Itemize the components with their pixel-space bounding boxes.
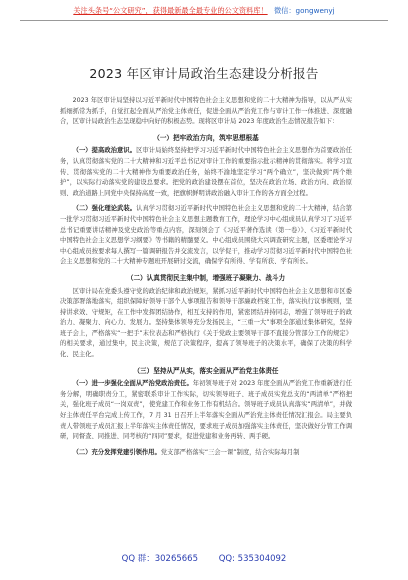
paragraph-political-awareness (60, 146, 352, 199)
paragraph-text: 党支部严格落实“三会一课”制度，结合实际每月制 (160, 448, 300, 456)
paragraph-democratic-centralism: 区审计局在党委头遵守党的政治纪律和政治规矩，紧抓习近平新时代中国特色社会主义思想和市区委决策部署落地落实，组织保障好领导干部个人事项报告和领导干部廉政档案工作，落实执行议事规则，坚持讲求效、守规矩，在工作中发挥团结协作，相互支持的作用，紧密团结并持同志，增强了领导班子的政治力、凝聚力、向心力、发展力。坚持集体领导充分发扬民主，“三重一大”事项全部通过集体研究，坚持班子会上，严格落实“一把手”末位表态和严格执行《关于党政主要领导干部不直接分管部分工作的规定》的相关要求，通过集中，民主决策，规范了决策程序，提高了领导班子的决策水平，确保了决策的科学化、民主化。 (60, 287, 352, 359)
wechat-link[interactable]: 微信：gongwenyj (273, 6, 335, 15)
paragraph-political-responsibility (60, 379, 352, 443)
paragraph-theory-study (60, 204, 352, 268)
header-divider (20, 20, 388, 21)
paragraph-lead: （二）强化理论武装。 (72, 205, 137, 213)
section-heading-2: （二）认真贯彻民主集中制，增强班子凝聚力、战斗力 (126, 273, 286, 282)
qq-number: QQ: 535304092 (218, 554, 287, 564)
promo-banner-text: 关注头条号“公文研究”，获得最新最全最专业的公文资料库！ (73, 6, 268, 15)
qq-group: QQ 群：30265665 (121, 554, 199, 564)
section-heading-1: （一）把牢政治方向，筑牢思想根基 (153, 133, 259, 142)
paragraph-text: 年初领导班子对 2023 年度全面从严治党工作重新进行任务分解，明确职责分工，紧密联系审计工作实际，切实领导班子、班子成员实党总支的“两清单”严格把关，强化班子成员“一岗双责”，使党建工作和业务工作有机结合。领导班子成员认真落实“两清单”，并做好主体责任平台完成上传工作，7 月 31 日召开上半年落实全面从严治党主体责任情况汇报会。局主要负责人带领班子成员汇报上半年落实主体责任情况，要求班子成员加强落实主体责任，坚决做好分管工作调研，同督查、同推进、同考核的“四同”要求，促进党建和业务再转、两手硬。 (60, 380, 352, 441)
paragraph-text: 认真学习贯彻习近平新时代中国特色社会主义思想和党的二十大精神，结合第一批学习贯彻习近平新时代中国特色社会主义思想主题教育工作，理论学习中心组成员认真学习了习近平总书记重要讲话精神及党史政治等重点内容，深刻领会了《习近平著作选读（第一卷）》、《习近平新时代中国特色社会主义思想学习纲要》等书籍的精髓要义。中心组成员围绕大兴调查研究主题，区委理论学习中心组成员按要求每人撰写一篇调研报告并交流发言，以学促干，推动学习贯彻习近平新时代中国特色社会主义思想和党的二十大精神专题班开展研讨交流，确保学有所得、学有所获、学有所长。 (60, 205, 352, 266)
intro-paragraph: 2023 年区审计局坚持以习近平新时代中国特色社会主义思想和党的二十大精神为指导，以从严从实抓细抓常为抓手，自觉扛起全面从严治党主体责任，促进全面从严治党工作与审计工作一体推进、深度融合，区审计局政治生态呈现稳中向好的积极态势。现将区审计局 2023 年度政治生态情况报告如下： (60, 97, 352, 126)
contact-footer (0, 552, 408, 564)
document-title: 2023 年区审计局政治生态建设分析报告 (89, 66, 319, 81)
promo-banner (0, 4, 408, 18)
section-heading-3: （三）坚持从严从实，落实全面从严治党主体责任 (133, 366, 279, 375)
paragraph-party-leadership (60, 448, 352, 459)
paragraph-text: 区审计局始终坚持把学习习近平新时代中国特色社会主义思想作为首要政治任务，认真贯彻落实党的二十大精神和习近平总书记对审计工作的重要指示批示精神的贯彻落实。将学习宣传、贯彻落实党的二十大精神作为重要政治任务，始终不渝地坚定学习“两个确立”，坚决做到“两个维护”，以实际行动落实党的建设总要求。把党的政治建设摆在首位，坚决在政治立场、政治方向、政治原则、政治道路上同党中央保持高度一致，把旗帜鲜明讲政治融入审计工作的各方面全过程。 (60, 147, 352, 197)
paragraph-lead: （一）提高政治意识。 (72, 147, 137, 155)
document-body (60, 96, 352, 566)
paragraph-lead: （一）进一步强化全面从严治党政治责任。 (72, 380, 193, 388)
paragraph-lead: （二）充分发挥党建引领作用。 (72, 448, 161, 456)
